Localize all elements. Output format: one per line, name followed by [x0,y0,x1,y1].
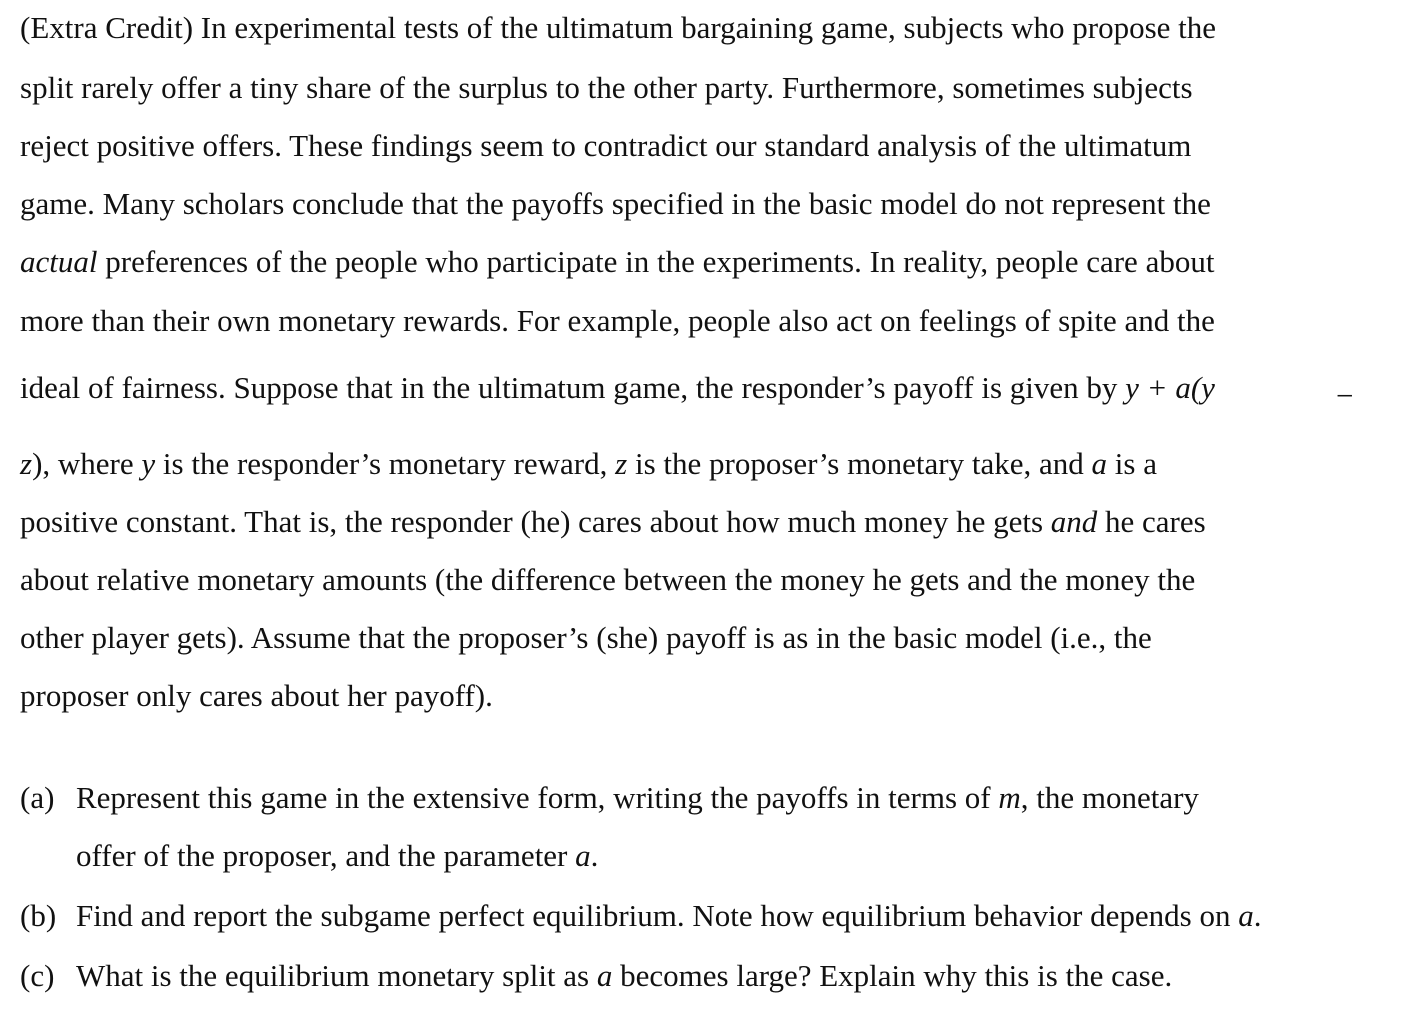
question-b-text [76,898,1261,934]
intro-line-1: (Extra Credit) In experimental tests of the ultimatum bargaining game, subjects who propose the [20,10,1217,45]
intro-line-8 [20,446,1157,482]
intro-line-10: about relative monetary amounts (the difference between the money he gets and the money the [20,562,1196,597]
intro-line-9-text-a: positive constant. That is, the responder (he) cares about how much money he gets [20,504,1051,539]
intro-line-4: game. Many scholars conclude that the payoffs specified in the basic model do not represent the [20,186,1211,221]
question-c-text-1: What is the equilibrium monetary split as [76,958,597,993]
intro-line-6: more than their own monetary rewards. For example, people also act on feelings of spite and the [20,303,1215,338]
intro-line-7-text: ideal of fairness. Suppose that in the ultimatum game, the responder’s payoff is given by [20,370,1126,405]
question-a-text-4: . [590,838,599,873]
var-y: y [141,446,156,481]
question-c-text [76,958,1172,994]
question-a-label: (a) [20,780,55,815]
var-z: z [20,446,33,481]
question-c-text-2: becomes large? Explain why this is the case. [612,958,1173,993]
var-a-c: a [596,958,613,993]
intro-line-7 [20,370,1215,406]
question-b-text-1: Find and report the subgame perfect equilibrium. Note how equilibrium behavior depends on [76,898,1239,933]
intro-line-8-text-d: is a [1107,446,1157,481]
intro-line-9-text-b: he cares [1097,504,1206,539]
question-a-text-1: Represent this game in the extensive form, writing the payoffs in terms of [76,780,999,815]
intro-line-5 [20,244,1214,280]
var-a: a [1091,446,1108,481]
emphasis-actual: actual [20,244,98,279]
question-a-line-2 [76,838,598,874]
var-z-2: z [615,446,628,481]
question-a-text-3: offer of the proposer, and the parameter [76,838,576,873]
emphasis-and: and [1050,504,1098,539]
intro-line-8-text-a: ), where [32,446,142,481]
intro-line-11: other player gets). Assume that the proposer’s (she) payoff is as in the basic model (i.e., the [20,620,1152,655]
question-b-text-2: . [1253,898,1262,933]
question-a-text-2: , the monetary [1020,780,1199,815]
intro-line-8-text-c: is the proposer’s monetary take, and [627,446,1092,481]
intro-line-5-text: preferences of the people who participate in the experiments. In reality, people care about [97,244,1215,279]
intro-line-9 [20,504,1206,540]
payoff-formula: y + a(y [1125,370,1215,405]
intro-line-3: reject positive offers. These findings seem to contradict our standard analysis of the ultimatum [20,128,1192,163]
question-b-label: (b) [20,898,57,933]
var-m: m [998,780,1021,815]
var-a-param: a [575,838,591,873]
intro-line-2: split rarely offer a tiny share of the surplus to the other party. Furthermore, sometimes subjects [20,70,1193,105]
formula-minus-sign: − [1336,378,1354,413]
intro-line-12: proposer only cares about her payoff). [20,678,493,713]
question-a-line-1 [76,780,1199,816]
var-a-b: a [1238,898,1254,933]
intro-line-8-text-b: is the responder’s monetary reward, [155,446,616,481]
question-c-label: (c) [20,958,55,993]
